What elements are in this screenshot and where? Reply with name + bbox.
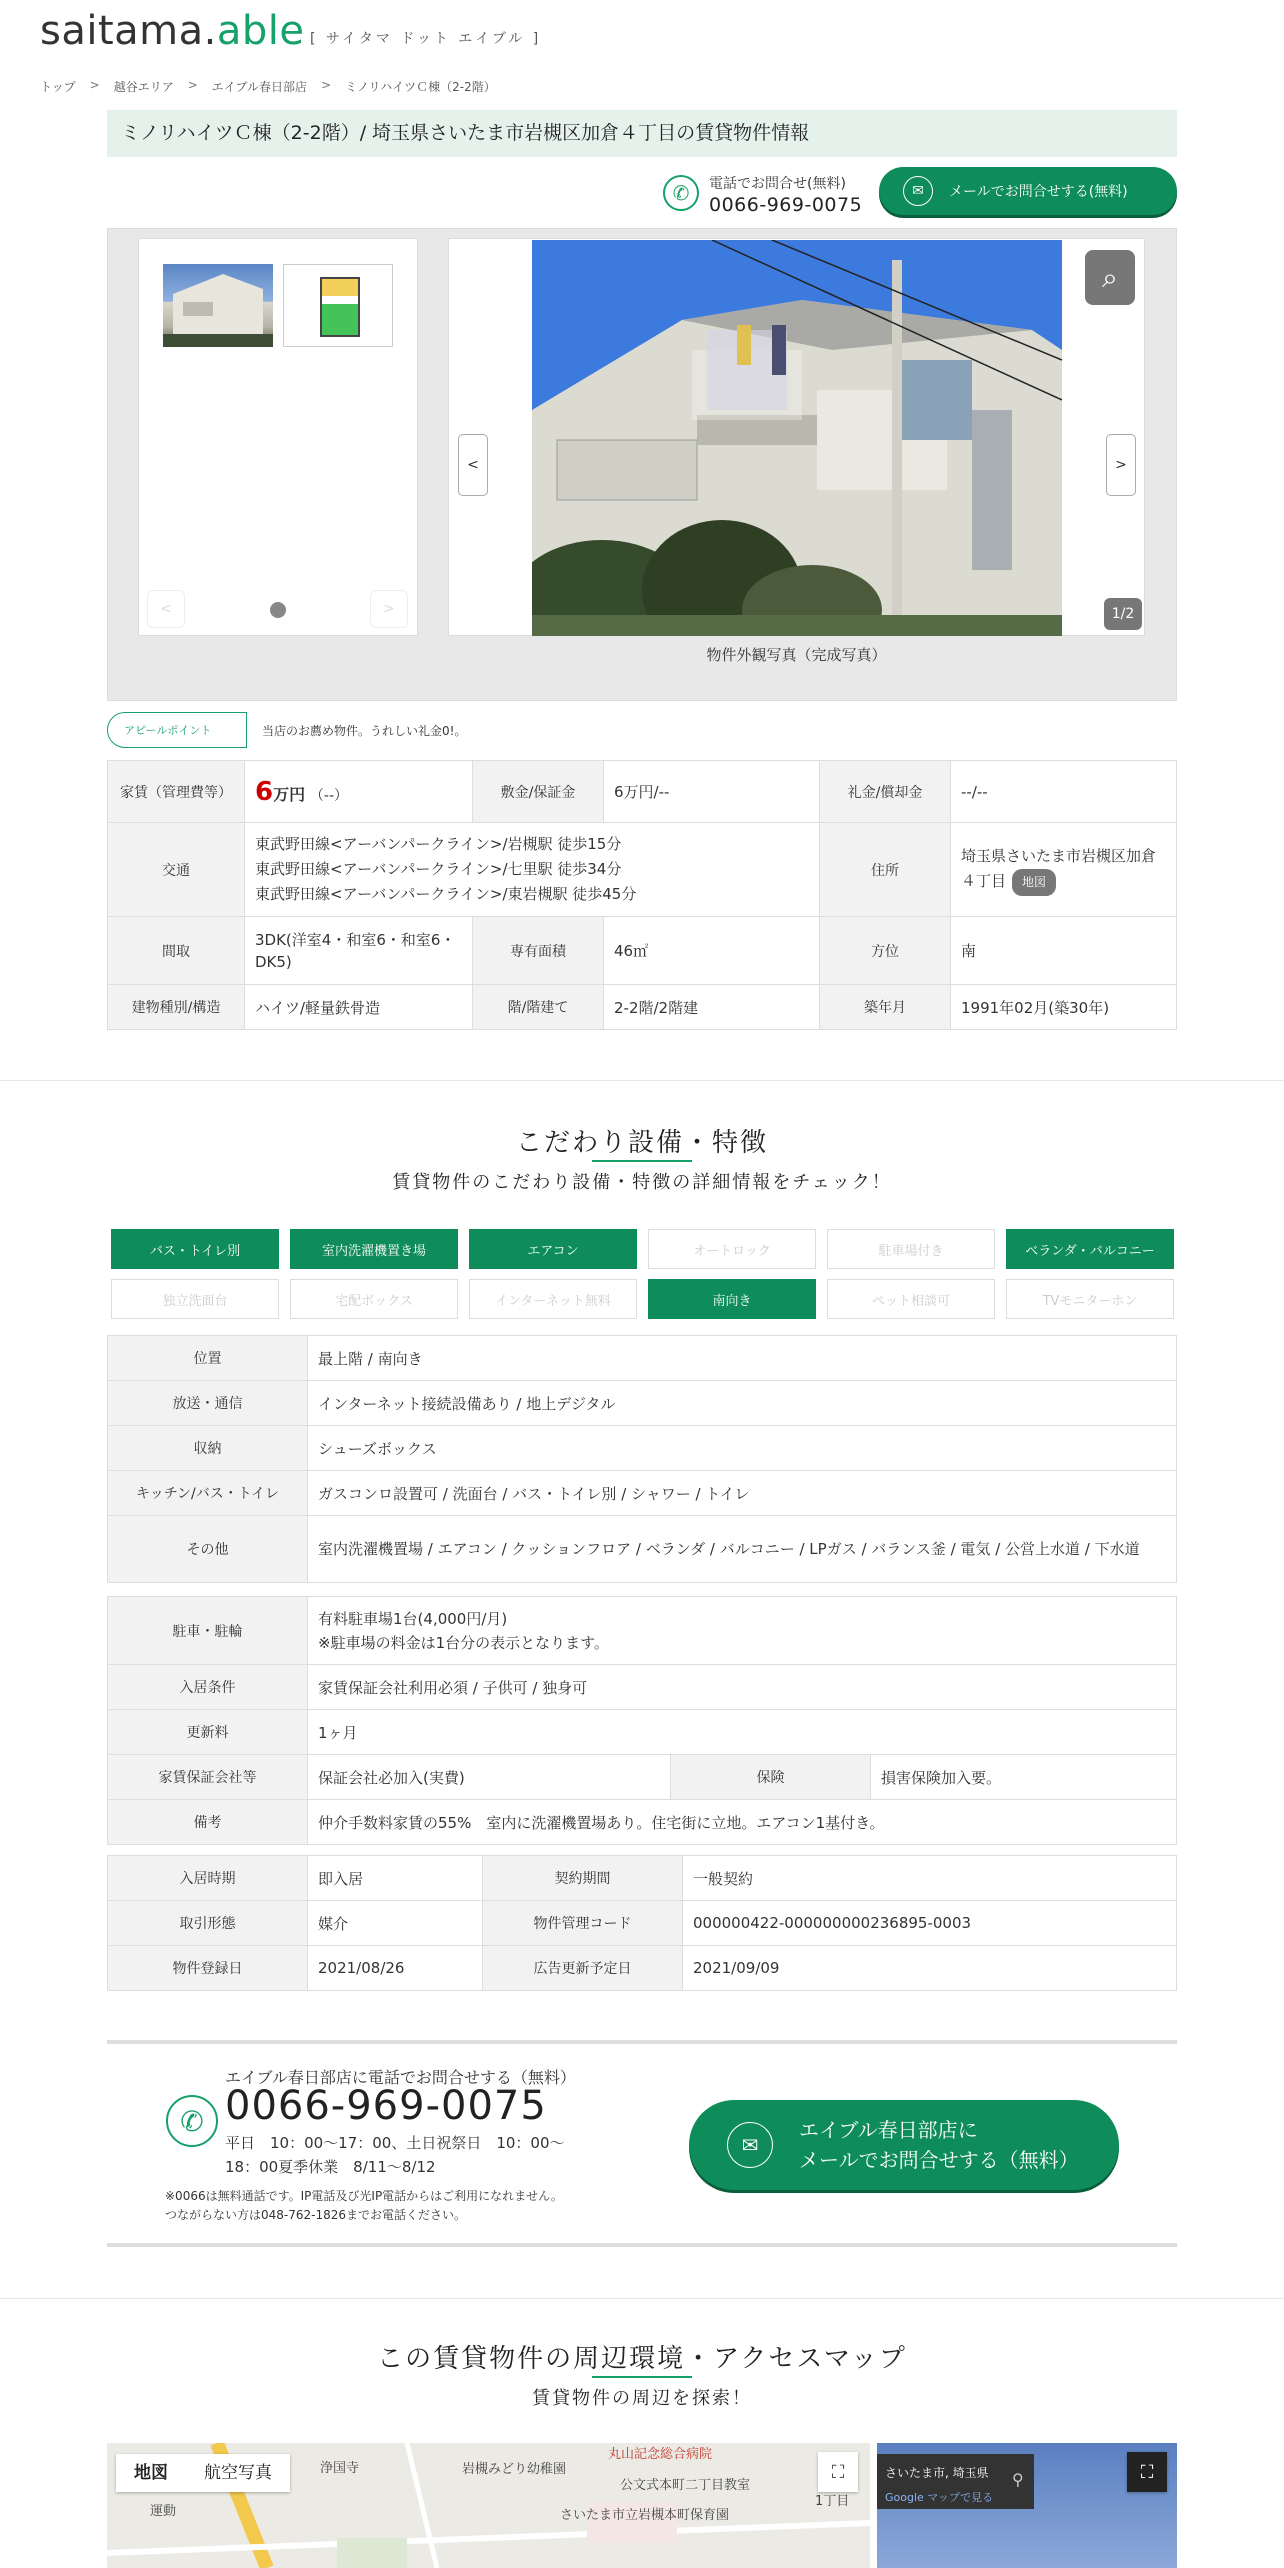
map-section-subtitle: 賃貸物件の周辺を探索！ <box>532 2388 752 2409</box>
map-poi-label: 岩槻みどり幼稚園 <box>462 2462 567 2477</box>
deposit-value: 6万円/-- <box>604 761 820 823</box>
appeal-text: 当店のお薦め物件。うれしい礼金0!。 <box>262 724 467 738</box>
hours-line: 18：00夏季休業 8/11～8/12 <box>225 2158 436 2176</box>
feature-tag: バス・トイレ別 <box>111 1229 279 1269</box>
feature-tag: 宅配ボックス <box>290 1279 458 1319</box>
parking-line: 有料駐車場1台(4,000円/月) <box>318 1609 508 1628</box>
access-list <box>245 823 820 917</box>
page-title: ミノリハイツＣ棟（2-2階）/ 埼玉県さいたま市岩槻区加倉４丁目の賃貸物件情報 <box>107 110 1177 157</box>
title-underline <box>592 2376 692 2378</box>
contract-table <box>107 1855 1177 1991</box>
store-phone-number[interactable]: 0066-969-0075 <box>225 2083 547 2129</box>
layout-label: 間取 <box>108 917 245 985</box>
mail-icon: ✉ <box>903 176 933 206</box>
photo-counter: 1/2 <box>1104 598 1142 630</box>
map-section-title: この賃貸物件の周辺環境・アクセスマップ <box>377 2344 907 2374</box>
mail-label-line: メールでお問合せする（無料） <box>799 2148 1079 2172</box>
detail-label: その他 <box>108 1516 308 1583</box>
rent-value: 6 <box>255 776 274 807</box>
detail-value: シューズボックス <box>308 1426 1177 1471</box>
layout-value: 3DK(洋室4・和室6・和室6・DK5) <box>245 917 473 985</box>
contract-label: 契約期間 <box>483 1856 683 1901</box>
equipment-table <box>107 1335 1177 1583</box>
key-money-value: --/-- <box>951 761 1177 823</box>
direction-value: 南 <box>951 917 1177 985</box>
detail-value: 最上階 / 南向き <box>308 1336 1177 1381</box>
note-line: つながらない方は048-762-1826までお電話ください。 <box>165 2208 467 2222</box>
movein-label: 入居時期 <box>108 1856 308 1901</box>
thumb-next-button[interactable]: > <box>370 590 408 628</box>
fullscreen-icon[interactable]: ⛶ <box>818 2452 858 2492</box>
feature-tag: TVモニターホン <box>1006 1279 1174 1319</box>
floorplan-icon <box>320 277 360 337</box>
transaction-value: 媒介 <box>308 1901 483 1946</box>
phone-label: 電話でお問合せ(無料) <box>709 176 846 192</box>
remarks-label: 備考 <box>108 1800 308 1845</box>
parking-label: 駐車・駐輪 <box>108 1597 308 1665</box>
summary-table <box>107 760 1177 1030</box>
note-line: ※0066は無料通話です。IP電話及び光IP電話からはご利用になれません。 <box>165 2189 563 2203</box>
detail-value: インターネット接続設備あり / 地上デジタル <box>308 1381 1177 1426</box>
deposit-label: 敷金/保証金 <box>473 761 604 823</box>
feature-tag: 室内洗濯機置き場 <box>290 1229 458 1269</box>
contact-box-bottom-border <box>107 2243 1177 2247</box>
map-type-tabs <box>116 2454 290 2492</box>
rent-label: 家賃（管理費等） <box>108 761 245 823</box>
feature-tag: 駐車場付き <box>827 1229 995 1269</box>
mail-label-line: エイブル春日部店に <box>799 2118 978 2142</box>
floor-value: 2-2階/2階建 <box>604 985 820 1030</box>
code-label: 物件管理コード <box>483 1901 683 1946</box>
store-mail-label <box>799 2115 1079 2175</box>
phone-note <box>165 2187 563 2225</box>
structure-value: ハイツ/軽量鉄骨造 <box>245 985 473 1030</box>
appeal-badge: アピールポイント <box>107 712 247 748</box>
pin-icon: ⚲ <box>1012 2470 1024 2489</box>
thumb-prev-button[interactable]: < <box>147 590 185 628</box>
feature-tag: オートロック <box>648 1229 816 1269</box>
access-line: 東武野田線<アーバンパークライン>/東岩槻駅 徒歩45分 <box>255 885 637 903</box>
renewal-label: 更新料 <box>108 1710 308 1755</box>
detail-label: 放送・通信 <box>108 1381 308 1426</box>
store-mail-button[interactable] <box>689 2100 1119 2190</box>
mail-icon: ✉ <box>727 2122 773 2168</box>
store-phone-label: エイブル春日部店に電話でお問合せする（無料） <box>225 2068 576 2087</box>
direction-label: 方位 <box>820 917 951 985</box>
breadcrumb-current: ミノリハイツＣ棟（2-2階） <box>345 80 496 94</box>
detail-label: キッチン/バス・トイレ <box>108 1471 308 1516</box>
renewal-value: 1ヶ月 <box>308 1710 1177 1755</box>
conditions-table <box>107 1596 1177 1845</box>
feature-tag: インターネット無料 <box>469 1279 637 1319</box>
breadcrumb-store[interactable]: エイブル春日部店 <box>211 80 307 94</box>
breadcrumb-separator: > <box>320 78 332 92</box>
main-photo <box>532 240 1062 636</box>
hours-line: 平日 10：00～17：00、土日祝祭日 10：00～ <box>225 2134 565 2152</box>
contract-value: 一般契約 <box>683 1856 1177 1901</box>
built-label: 築年月 <box>820 985 951 1030</box>
title-underline <box>592 1160 692 1162</box>
breadcrumb-area[interactable]: 越谷エリア <box>113 80 174 94</box>
remarks-value: 仲介手数料家賃の55% 室内に洗濯機置場あり。住宅街に立地。エアコン1基付き。 <box>308 1800 1177 1845</box>
photo-prev-button[interactable]: < <box>458 434 488 496</box>
street-view-fullscreen-icon[interactable]: ⛶ <box>1127 2452 1167 2492</box>
map-poi-label: さいたま市立岩槻本町保育園 <box>560 2508 730 2523</box>
feature-tag: エアコン <box>469 1229 637 1269</box>
guarantor-value: 保証会社必加入(実費) <box>308 1755 671 1800</box>
insurance-label: 保険 <box>671 1755 871 1800</box>
photo-next-button[interactable]: > <box>1106 434 1136 496</box>
structure-label: 建物種別/構造 <box>108 985 245 1030</box>
feature-tag: ベランダ・バルコニー <box>1006 1229 1174 1269</box>
phone-icon: ✆ <box>663 175 699 211</box>
breadcrumb-separator: > <box>187 78 198 92</box>
breadcrumb-separator: > <box>89 78 100 92</box>
insurance-value: 損害保険加入要。 <box>871 1755 1177 1800</box>
address-value: 埼玉県さいたま市岩槻区加倉４丁目 <box>961 846 1157 890</box>
site-logo[interactable] <box>40 8 304 54</box>
business-hours <box>225 2131 615 2179</box>
parking-value <box>308 1597 1177 1665</box>
map-link[interactable]: 地図 <box>1012 869 1056 896</box>
features-title: こだわり設備・特徴 <box>515 1128 768 1158</box>
logo-accent: able <box>216 8 305 54</box>
address-cell <box>951 823 1177 917</box>
breadcrumb-top[interactable]: トップ <box>40 80 76 94</box>
detail-label: 収納 <box>108 1426 308 1471</box>
access-line: 東武野田線<アーバンパークライン>/岩槻駅 徒歩15分 <box>255 835 622 853</box>
rent-unit: 万円 <box>273 784 306 804</box>
logo-main: saitama. <box>40 8 217 54</box>
update-label: 広告更新予定日 <box>483 1946 683 1991</box>
contact-box-top-border <box>107 2040 1177 2044</box>
access-label: 交通 <box>108 823 245 917</box>
zoom-icon[interactable]: ⌕ <box>1085 250 1135 305</box>
update-value: 2021/09/09 <box>683 1946 1177 1991</box>
thumbnail-exterior[interactable] <box>163 264 273 347</box>
phone-icon: ✆ <box>166 2095 218 2147</box>
rent-note: （--） <box>309 787 348 804</box>
map-poi-label: 公文式本町二丁目教室 <box>620 2478 751 2493</box>
conditions-label: 入居条件 <box>108 1665 308 1710</box>
conditions-value: 家賃保証会社利用必須 / 子供可 / 独身可 <box>308 1665 1177 1710</box>
pagination-dot[interactable] <box>270 602 286 618</box>
street-view-place-card <box>877 2454 1034 2509</box>
access-line: 東武野田線<アーバンパークライン>/七里駅 徒歩34分 <box>255 860 622 878</box>
place-name: さいたま市, 埼玉県 <box>885 2466 989 2480</box>
key-money-label: 礼金/償却金 <box>820 761 951 823</box>
photo-caption: 物件外観写真（完成写真） <box>706 646 887 664</box>
mail-inquiry-button[interactable] <box>879 167 1177 215</box>
map-poi-label: 運動 <box>150 2504 177 2519</box>
section-divider <box>0 1080 1284 1081</box>
map-poi-label: 1丁目 <box>815 2494 850 2509</box>
registered-label: 物件登録日 <box>108 1946 308 1991</box>
feature-tag: 独立洗面台 <box>111 1279 279 1319</box>
thumbnail-floorplan[interactable] <box>283 264 393 347</box>
google-maps-link[interactable]: Google マップで見る <box>885 2491 994 2504</box>
map-poi-label: 浄国寺 <box>320 2461 360 2476</box>
mail-button-label: メールでお問合せする(無料) <box>949 184 1128 200</box>
parking-line: ※駐車場の料金は1台分の表示となります。 <box>318 1633 609 1652</box>
guarantor-label: 家賃保証会社等 <box>108 1755 308 1800</box>
detail-label: 位置 <box>108 1336 308 1381</box>
detail-value: ガスコンロ設置可 / 洗面台 / バス・トイレ別 / シャワー / トイレ <box>308 1471 1177 1516</box>
feature-tag: 南向き <box>648 1279 816 1319</box>
features-subtitle: 賃貸物件のこだわり設備・特徴の詳細情報をチェック！ <box>392 1172 892 1193</box>
section-divider <box>0 2298 1284 2299</box>
map-poi-label: 丸山記念総合病院 <box>608 2447 713 2462</box>
address-label: 住所 <box>820 823 951 917</box>
tab-aerial[interactable]: 航空写真 <box>204 2463 272 2483</box>
movein-value: 即入居 <box>308 1856 483 1901</box>
area-label: 専有面積 <box>473 917 604 985</box>
built-value: 1991年02月(築30年) <box>951 985 1177 1030</box>
feature-tag: ペット相談可 <box>827 1279 995 1319</box>
breadcrumb <box>40 78 496 95</box>
logo-subtitle: [ サイタマ ドット エイブル ] <box>310 31 542 47</box>
registered-value: 2021/08/26 <box>308 1946 483 1991</box>
floor-label: 階/階建て <box>473 985 604 1030</box>
transaction-label: 取引形態 <box>108 1901 308 1946</box>
area-value: 46㎡ <box>604 917 820 985</box>
phone-number[interactable]: 0066-969-0075 <box>709 194 863 216</box>
rent-cell <box>245 761 473 823</box>
tab-map[interactable]: 地図 <box>134 2463 168 2483</box>
detail-value: 室内洗濯機置場 / エアコン / クッションフロア / ベランダ / バルコニー / LPガス / バランス釜 / 電気 / 公営上水道 / 下水道 <box>308 1516 1177 1583</box>
feature-tags <box>111 1229 1177 1319</box>
code-value: 000000422-000000000236895-0003 <box>683 1901 1177 1946</box>
